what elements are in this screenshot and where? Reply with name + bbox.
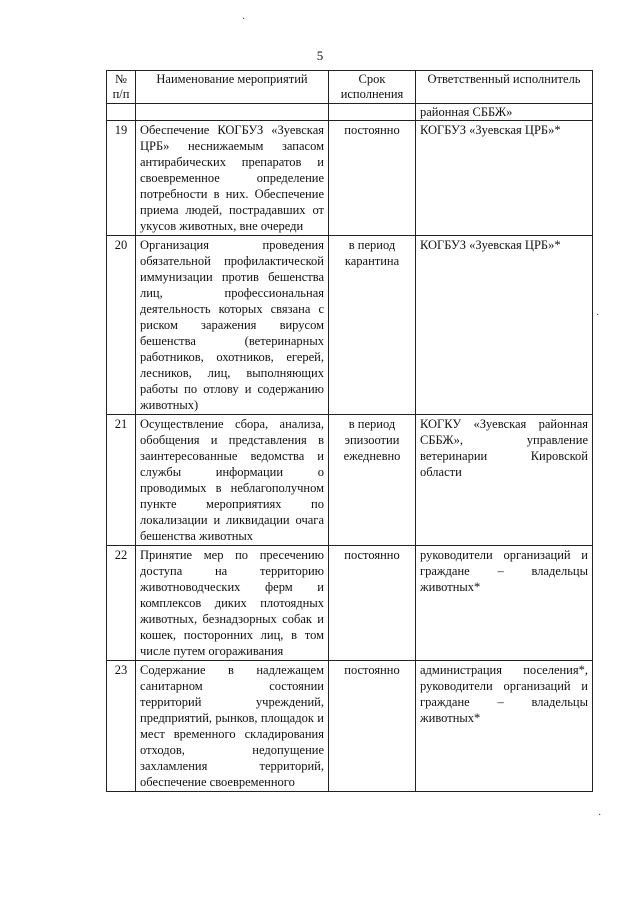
header-num: № п/п bbox=[107, 71, 136, 104]
header-name: Наименование мероприятий bbox=[136, 71, 329, 104]
continuation-name bbox=[136, 104, 329, 121]
row-name: Принятие мер по пресечению доступа на территорию животноводческих ферм и комплексов диких плотоядных животных, безнадзорных собак и кошек, посторонних лиц, в том числе путем огораживания bbox=[136, 546, 329, 661]
row-responsible: руководители организаций и граждане – владельцы животных* bbox=[416, 546, 593, 661]
continuation-responsible: районная СББЖ» bbox=[416, 104, 593, 121]
continuation-num bbox=[107, 104, 136, 121]
row-num: 19 bbox=[107, 121, 136, 236]
row-term: в период эпизоотии ежедневно bbox=[329, 415, 416, 546]
row-term: постоянно bbox=[329, 121, 416, 236]
continuation-row bbox=[107, 104, 593, 121]
continuation-term bbox=[329, 104, 416, 121]
row-num: 20 bbox=[107, 236, 136, 415]
row-term: постоянно bbox=[329, 661, 416, 792]
header-term: Срок исполнения bbox=[329, 71, 416, 104]
header-responsible: Ответственный исполнитель bbox=[416, 71, 593, 104]
row-responsible: КОГБУЗ «Зуевская ЦРБ»* bbox=[416, 121, 593, 236]
row-term: в период карантина bbox=[329, 236, 416, 415]
table-row bbox=[107, 661, 593, 792]
row-num: 22 bbox=[107, 546, 136, 661]
measures-table bbox=[106, 70, 593, 792]
row-num: 23 bbox=[107, 661, 136, 792]
table-header-row bbox=[107, 71, 593, 104]
scan-speck: · bbox=[596, 310, 600, 321]
table-row bbox=[107, 546, 593, 661]
row-name: Обеспечение КОГБУЗ «Зуевская ЦРБ» неснижаемым запасом антирабических препаратов и своевременное определение потребности в них. Обеспечение приема людей, пострадавших от укусов животных, вне очереди bbox=[136, 121, 329, 236]
row-num: 21 bbox=[107, 415, 136, 546]
row-responsible: КОГБУЗ «Зуевская ЦРБ»* bbox=[416, 236, 593, 415]
scan-speck: · bbox=[242, 14, 246, 25]
row-name: Организация проведения обязательной профилактической иммунизации против бешенства лиц, профессиональная деятельность которых связана с риском заражения вирусом бешенства (ветеринарных работников, охотников, егерей, лесников, лиц, выполняющих работы по отлову и содержанию животных) bbox=[136, 236, 329, 415]
row-responsible: администрация поселения*, руководители организаций и граждане – владельцы животных* bbox=[416, 661, 593, 792]
row-responsible: КОГКУ «Зуевская районная СББЖ», управление ветеринарии Кировской области bbox=[416, 415, 593, 546]
row-name: Содержание в надлежащем санитарном состоянии территорий учреждений, предприятий, рынков, площадок и мест временного складирования отходов, недопущение захламления территорий, обеспечение своевременного bbox=[136, 661, 329, 792]
row-term: постоянно bbox=[329, 546, 416, 661]
page-number: 5 bbox=[316, 48, 324, 63]
scan-speck: · bbox=[598, 810, 602, 821]
table-row bbox=[107, 121, 593, 236]
table-row bbox=[107, 236, 593, 415]
row-name: Осуществление сбора, анализа, обобщения и представления в заинтересованные ведомства и службы информации о проводимых в неблагополучном пункте мероприятиях по локализации и ликвидации очага бешенства животных bbox=[136, 415, 329, 546]
table-row bbox=[107, 415, 593, 546]
